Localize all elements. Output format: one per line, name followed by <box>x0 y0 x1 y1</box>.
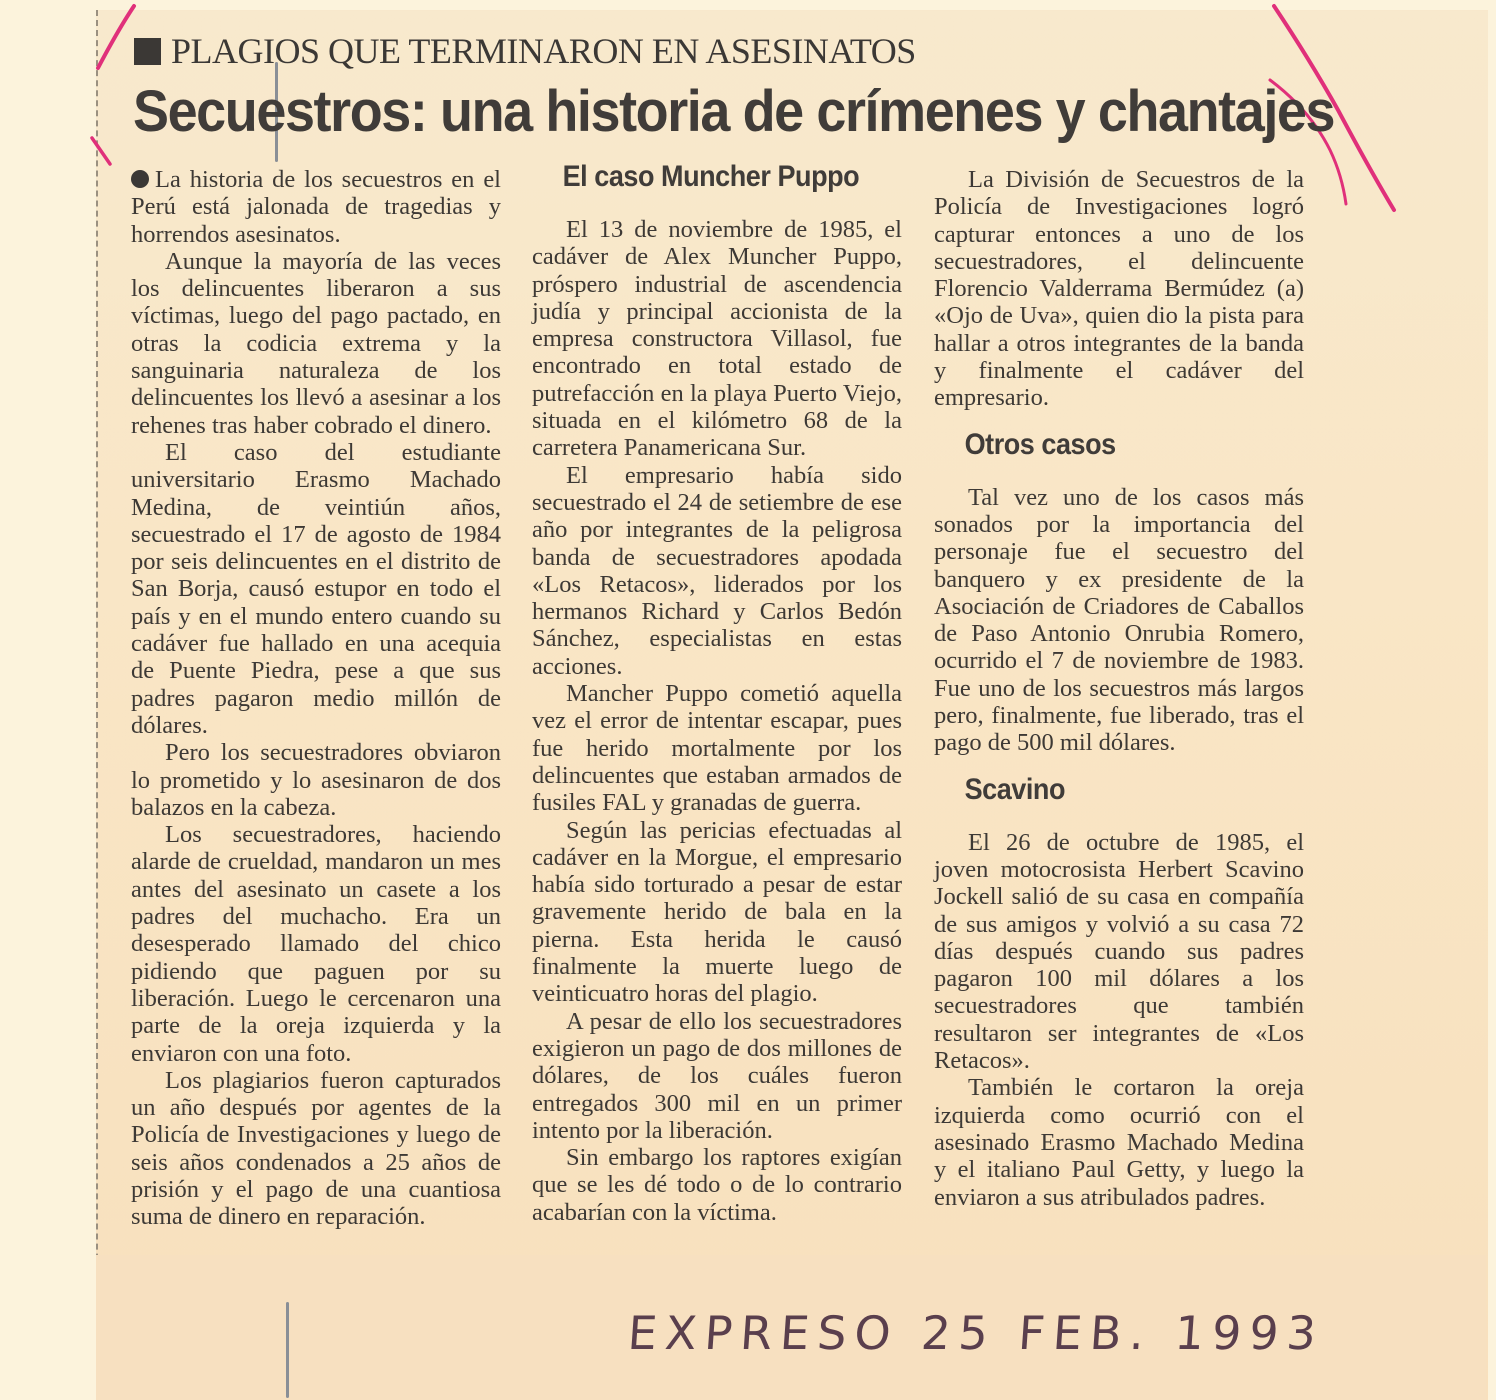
column-3 <box>934 166 1304 1211</box>
paragraph: A pesar de ello los secuestradores exigieron un pago de dos millones de dólares, de los cuáles fueron entregados 300 mil en un primer intento por la liberación. <box>532 1007 902 1144</box>
paragraph: Sin embargo los raptores exigían que se les dé todo o de lo contrario acabarían con la víctima. <box>532 1144 902 1226</box>
paragraph: También le cortaron la oreja izquierda como ocurrió con el asesinado Erasmo Machado Medina y el italiano Paul Getty, y luego la enviaron a sus atribulados padres. <box>934 1074 1304 1211</box>
paragraph: Aunque la mayoría de las veces los delincuentes liberaron a sus víctimas, luego del pago pactado, en otras la codicia extrema y la sanguinaria naturaleza de los delincuentes los llevó a asesinar a los rehenes tras haber cobrado el dinero. <box>131 247 501 439</box>
paragraph: El 26 de octubre de 1985, el joven motocrosista Herbert Scavino Jockell salió de su casa en compañía de sus amigos y volvió a su casa 72 días después cuando sus padres pagaron 100 mil dólares a los secuestradores que también resultaron ser integrantes de «Los Retacos». <box>934 828 1304 1075</box>
paragraph: Según las pericias efectuadas al cadáver en la Morgue, el empresario había sido torturado a pesar de estar gravemente herido de bala en la pierna. Esta herida le causó finalmente la muerte luego de veinticuatro horas del plagio. <box>532 816 902 1008</box>
paragraph: Pero los secuestradores obviaron lo prometido y lo asesinaron de dos balazos en la cabeza. <box>131 739 501 821</box>
round-bullet-icon <box>131 170 149 188</box>
handwritten-source-note: EXPRESO 25 FEB. 1993 <box>626 1306 1326 1360</box>
square-bullet-icon <box>134 38 161 65</box>
staple-bottom-icon <box>286 1302 289 1398</box>
paragraph: Los plagiarios fueron capturados un año después por agentes de la Policía de Investigaciones y luego de seis años condenados a 25 años de prisión y el pago de una cuantiosa suma de dinero en reparación. <box>131 1066 501 1231</box>
paragraph: El empresario había sido secuestrado el 24 de setiembre de ese año por integrantes de la peligrosa banda de secuestradores apodada «Los Retacos», liderados por los hermanos Richard y Carlos Bedón Sánchez, especialistas en estas acciones. <box>532 461 902 680</box>
paragraph: Los secuestradores, haciendo alarde de crueldad, mandaron un mes antes del asesinato un casete a los padres del muchacho. Era un desesperado llamado del chico pidiendo que paguen por su liberación. Luego le cercenaron una parte de la oreja izquierda y la enviaron con una foto. <box>131 821 501 1067</box>
paragraph: Mancher Puppo cometió aquella vez el error de intentar escapar, pues fue herido mortalmente por los delincuentes que estaban armados de fusiles FAL y granadas de guerra. <box>532 680 902 817</box>
kicker <box>134 30 916 72</box>
subhead-otros-casos: Otros casos <box>964 427 1116 461</box>
column-2 <box>532 160 902 1226</box>
kicker-text: PLAGIOS QUE TERMINARON EN ASESINATOS <box>171 31 916 71</box>
paragraph: Tal vez uno de los casos más sonados por la importancia del personaje fue el secuestro del banquero y ex presidente de la Asociación de Criadores de Caballos de Paso Antonio Onrubia Romero, ocurrido el 7 de noviembre de 1983. Fue uno de los secuestros más largos pero, finalmente, fue liberado, tras el pago de 500 mil dólares. <box>934 483 1304 757</box>
lead-paragraph: La historia de los secuestros en el Perú está jalonada de tragedias y horrendos asesinatos. <box>131 166 501 248</box>
headline: Secuestros: una historia de crímenes y chantajes <box>133 79 1335 144</box>
paragraph: El caso del estudiante universitario Erasmo Machado Medina, de veintiún años, secuestrado el 17 de agosto de 1984 por seis delincuentes en el distrito de San Borja, causó estupor en todo el país y en el mundo entero cuando su cadáver fue hallado en una acequia de Puente Piedra, pese a que sus padres pagaron medio millón de dólares. <box>131 438 501 739</box>
subhead-scavino: Scavino <box>964 772 1066 806</box>
column-1 <box>131 166 501 1231</box>
paragraph: El 13 de noviembre de 1985, el cadáver de Alex Muncher Puppo, próspero industrial de ascendencia judía y principal accionista de la empresa constructora Villasol, fue encontrado en total estado de putrefacción en la playa Puerto Viejo, situada en el kilómetro 68 de la carretera Panamericana Sur. <box>532 216 902 462</box>
paragraph: La División de Secuestros de la Policía de Investigaciones logró capturar entonces a uno de los secuestradores, el delincuente Florencio Valderrama Bermúdez (a) «Ojo de Uva», quien dio la pista para hallar a otros integrantes de la banda y finalmente el cadáver del empresario. <box>934 166 1304 412</box>
subhead-muncher-puppo: El caso Muncher Puppo <box>562 160 860 193</box>
